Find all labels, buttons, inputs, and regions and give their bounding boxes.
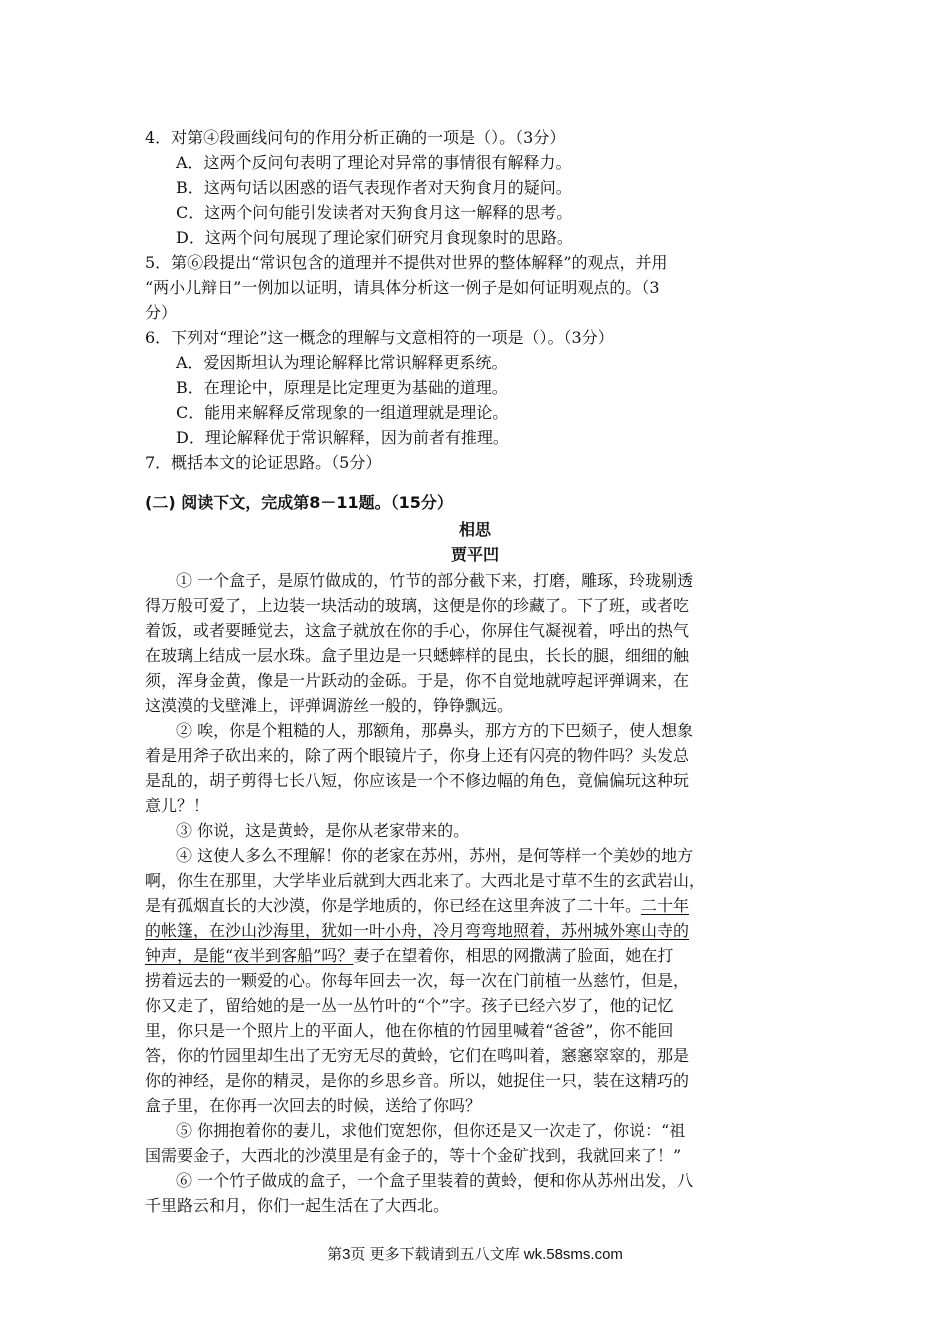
page-footer: 第3页 更多下载请到五八文库 wk.58sms.com xyxy=(327,1246,623,1263)
question-7-stem: 7．概括本文的论证思路。（5分） xyxy=(145,453,382,472)
passage-line: 答，你的竹园里却生出了无穷无尽的黄蛉，它们在鸣叫着，窸窸窣窣的，那是 xyxy=(145,1046,690,1065)
underlined-text: 二十年 xyxy=(641,896,690,915)
passage-line-with-underline-end xyxy=(145,944,673,968)
passage-line: ② 唉，你是个粗糙的人，那额角，那鼻头，那方方的下巴颏子，使人想象 xyxy=(176,721,694,740)
section-heading: (二) 阅读下文，完成第8－11题。（15分） xyxy=(145,493,453,512)
question-4-stem: 4．对第④段画线问句的作用分析正确的一项是（）。（3分） xyxy=(145,128,566,147)
passage-line: ④ 这使人多么不理解！你的老家在苏州，苏州，是何等样一个美妙的地方 xyxy=(176,846,694,865)
passage-line: 得万般可爱了，上边装一块活动的玻璃，这便是你的珍藏了。下了班，或者吃 xyxy=(145,596,690,615)
passage-line: 是乱的，胡子剪得七长八短，你应该是一个不修边幅的角色，竟偏偏玩这种玩 xyxy=(145,771,690,790)
question-6-stem: 6．下列对“理论”这一概念的理解与文意相符的一项是（）。（3分） xyxy=(145,328,614,347)
question-4-option-d: D．这两个问句展现了理论家们研究月食现象时的思路。 xyxy=(176,228,573,247)
question-6-option-a: A．爱因斯坦认为理论解释比常识解释更系统。 xyxy=(176,353,508,372)
question-4-option-c: C．这两个问句能引发读者对天狗食月这一解释的思考。 xyxy=(176,203,573,222)
passage-line: 里，你只是一个照片上的平面人，他在你植的竹园里喊着“爸爸”，你不能回 xyxy=(145,1021,674,1040)
passage-line: 着饭，或者要睡觉去，这盒子就放在你的手心，你屏住气凝视着，呼出的热气 xyxy=(145,621,690,640)
passage-line: 这漠漠的戈壁滩上，评弹调游丝一般的，铮铮飘远。 xyxy=(145,696,514,715)
passage-line: 着是用斧子砍出来的，除了两个眼镜片子，你身上还有闪亮的物件吗？头发总 xyxy=(145,746,690,765)
question-4-option-b: B．这两句话以困惑的语气表现作者对天狗食月的疑问。 xyxy=(176,178,572,197)
question-6-option-b: B．在理论中，原理是比定理更为基础的道理。 xyxy=(176,378,508,397)
passage-line: 千里路云和月，你们一起生活在了大西北。 xyxy=(145,1196,450,1215)
passage-line: ⑤ 你拥抱着你的妻儿，求他们宽恕你，但你还是又一次走了，你说：“祖 xyxy=(176,1121,686,1140)
question-5-line-2: “两小儿辩日”一例加以证明，请具体分析这一例子是如何证明观点的。（3 xyxy=(145,278,660,297)
passage-title: 相思 xyxy=(458,520,491,539)
passage-line: 国需要金子，大西北的沙漠里是有金子的，等十个金矿找到，我就回来了！” xyxy=(145,1146,682,1165)
passage-line: 须，浑身金黄，像是一片跃动的金砾。于是，你不自觉地就哼起评弹调来，在 xyxy=(145,671,690,690)
passage-line: 你又走了，留给她的是一丛一丛竹叶的“个”字。孩子已经六岁了，他的记忆 xyxy=(145,996,674,1015)
question-6-option-c: C．能用来解释反常现象的一组道理就是理论。 xyxy=(176,403,509,422)
passage-line: 意儿？！ xyxy=(145,796,210,815)
passage-line-with-underline-start xyxy=(145,894,689,918)
passage-author: 贾平凹 xyxy=(450,545,499,564)
passage-line: 捞着远去的一颗爱的心。你每年回去一次，每一次在门前植一丛慈竹，但是， xyxy=(145,971,690,990)
passage-line: 在玻璃上结成一层水珠。盒子里边是一只蟋蟀样的昆虫，长长的腿，细细的触 xyxy=(145,646,690,665)
passage-line: 啊，你生在那里，大学毕业后就到大西北来了。大西北是寸草不生的玄武岩山， xyxy=(145,871,706,890)
passage-text: 妻子在望着你，相思的网撒满了脸面，她在打 xyxy=(353,946,674,965)
question-4-option-a: A．这两个反问句表明了理论对异常的事情很有解释力。 xyxy=(176,153,572,172)
question-5-line-3: 分） xyxy=(145,303,178,322)
question-5-line-1: 5．第⑥段提出“常识包含的道理并不提供对世界的整体解释”的观点，并用 xyxy=(145,253,668,272)
passage-line: 盒子里，在你再一次回去的时候，送给了你吗？ xyxy=(145,1096,482,1115)
question-6-option-d: D．理论解释优于常识解释，因为前者有推理。 xyxy=(176,428,509,447)
passage-line: ① 一个盒子，是原竹做成的，竹节的部分截下来，打磨，雕琢，玲珑剔透 xyxy=(176,571,694,590)
passage-line: ⑥ 一个竹子做成的盒子，一个盒子里装着的黄蛉，便和你从苏州出发，八 xyxy=(176,1171,694,1190)
passage-line: 你的神经，是你的精灵，是你的乡思乡音。所以，她捉住一只，装在这精巧的 xyxy=(145,1071,690,1090)
passage-line: ③ 你说，这是黄蛉，是你从老家带来的。 xyxy=(176,821,470,840)
underlined-passage-line: 的帐篷，在沙山沙海里，犹如一叶小舟，冷月弯弯地照着，苏州城外寒山寺的 xyxy=(145,921,690,940)
passage-text: 是有孤烟直长的大沙漠，你是学地质的，你已经在这里奔波了二十年。 xyxy=(145,896,642,915)
underlined-text: 钟声，是能“夜半到客船”吗？ xyxy=(145,946,354,965)
